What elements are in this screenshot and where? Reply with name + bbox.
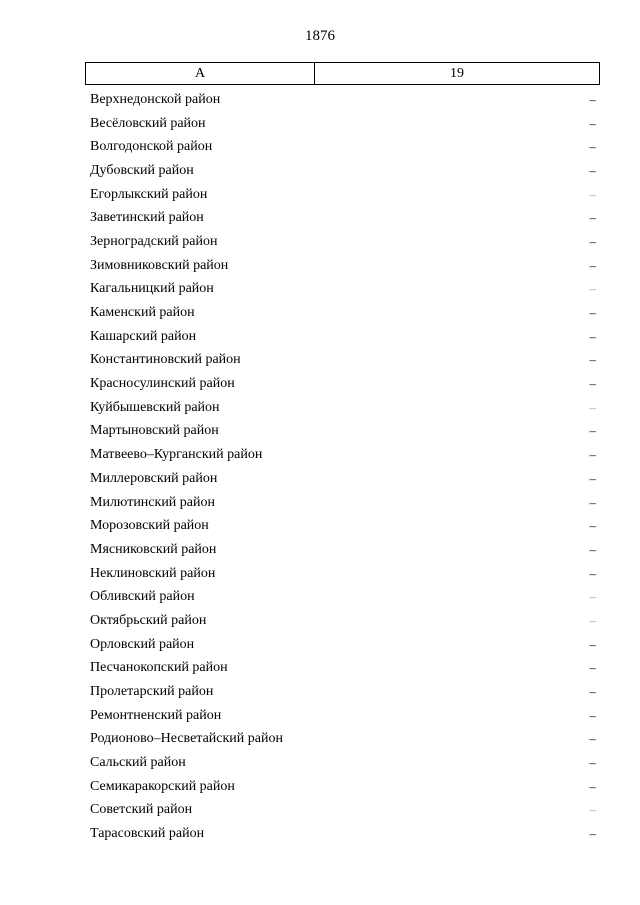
- table-row: [90, 396, 596, 420]
- district-name: Обливский район: [90, 589, 195, 605]
- district-name: Морозовский район: [90, 518, 209, 534]
- table-row: [90, 585, 596, 609]
- table-row: [90, 562, 596, 586]
- district-name: Егорлыкский район: [90, 186, 208, 202]
- value-cell: –: [589, 376, 596, 392]
- district-name: Мартыновский район: [90, 423, 219, 439]
- table-row: [90, 680, 596, 704]
- value-cell: –: [589, 305, 596, 321]
- table-row: [90, 704, 596, 728]
- value-cell: –: [589, 399, 596, 415]
- value-cell: –: [589, 518, 596, 534]
- district-name: Песчанокопский район: [90, 660, 228, 676]
- district-name: Волгодонской район: [90, 139, 213, 155]
- district-name: Дубовский район: [90, 162, 194, 178]
- value-cell: –: [589, 684, 596, 700]
- value-cell: –: [589, 731, 596, 747]
- table-row: [90, 420, 596, 444]
- value-cell: –: [589, 660, 596, 676]
- value-cell: –: [589, 494, 596, 510]
- value-cell: –: [589, 778, 596, 794]
- table-row: [90, 467, 596, 491]
- district-name: Кашарский район: [90, 328, 197, 344]
- district-name: Красносулинский район: [90, 376, 235, 392]
- district-name: Ремонтненский район: [90, 707, 222, 723]
- value-cell: –: [589, 755, 596, 771]
- value-cell: –: [589, 470, 596, 486]
- table-row: [90, 183, 596, 207]
- table-row: [90, 88, 596, 112]
- value-cell: –: [589, 91, 596, 107]
- value-cell: –: [589, 281, 596, 297]
- table-row: [90, 135, 596, 159]
- table-row: [90, 372, 596, 396]
- district-name: Орловский район: [90, 636, 195, 652]
- district-name: Неклиновский район: [90, 565, 216, 581]
- table-row: [90, 799, 596, 823]
- value-cell: –: [589, 186, 596, 202]
- district-name: Пролетарский район: [90, 684, 214, 700]
- value-cell: –: [589, 115, 596, 131]
- table-header: [85, 62, 600, 85]
- district-list: [90, 88, 596, 846]
- table-row: [90, 159, 596, 183]
- district-name: Верхнедонской район: [90, 91, 221, 107]
- value-cell: –: [589, 612, 596, 628]
- district-name: Весёловский район: [90, 115, 206, 131]
- table-row: [90, 775, 596, 799]
- table-row: [90, 349, 596, 373]
- district-name: Тарасовский район: [90, 826, 205, 842]
- value-cell: –: [589, 802, 596, 818]
- district-name: Сальский район: [90, 755, 186, 771]
- table-row: [90, 301, 596, 325]
- table-row: [90, 278, 596, 302]
- value-cell: –: [589, 352, 596, 368]
- value-cell: –: [589, 565, 596, 581]
- district-name: Заветинский район: [90, 210, 204, 226]
- value-cell: –: [589, 423, 596, 439]
- district-name: Мясниковский район: [90, 541, 217, 557]
- value-cell: –: [589, 233, 596, 249]
- value-cell: –: [589, 447, 596, 463]
- header-cell-a: А: [86, 63, 315, 84]
- district-name: Матвеево–Курганский район: [90, 447, 263, 463]
- district-name: Милютинский район: [90, 494, 216, 510]
- table-row: [90, 254, 596, 278]
- district-name: Каменский район: [90, 305, 195, 321]
- table-row: [90, 633, 596, 657]
- value-cell: –: [589, 162, 596, 178]
- table-row: [90, 751, 596, 775]
- table-row: [90, 822, 596, 846]
- value-cell: –: [589, 589, 596, 605]
- value-cell: –: [589, 139, 596, 155]
- value-cell: –: [589, 328, 596, 344]
- district-name: Семикаракорский район: [90, 778, 235, 794]
- district-name: Кагальницкий район: [90, 281, 214, 297]
- district-name: Зерноградский район: [90, 233, 218, 249]
- table-row: [90, 609, 596, 633]
- value-cell: –: [589, 210, 596, 226]
- table-row: [90, 491, 596, 515]
- table-row: [90, 657, 596, 681]
- value-cell: –: [589, 707, 596, 723]
- district-name: Октябрьский район: [90, 612, 207, 628]
- table-row: [90, 514, 596, 538]
- table-row: [90, 325, 596, 349]
- value-cell: –: [589, 636, 596, 652]
- table-row: [90, 112, 596, 136]
- table-row: [90, 538, 596, 562]
- value-cell: –: [589, 541, 596, 557]
- table-row: [90, 230, 596, 254]
- district-name: Зимовниковский район: [90, 257, 229, 273]
- page-number: 1876: [305, 28, 335, 44]
- district-name: Константиновский район: [90, 352, 241, 368]
- value-cell: –: [589, 257, 596, 273]
- district-name: Советский район: [90, 802, 193, 818]
- district-name: Миллеровский район: [90, 470, 218, 486]
- table-row: [90, 443, 596, 467]
- table-row: [90, 728, 596, 752]
- district-name: Куйбышевский район: [90, 399, 220, 415]
- value-cell: –: [589, 826, 596, 842]
- header-cell-19: 19: [450, 65, 464, 81]
- table-row: [90, 206, 596, 230]
- district-name: Родионово–Несветайский район: [90, 731, 283, 747]
